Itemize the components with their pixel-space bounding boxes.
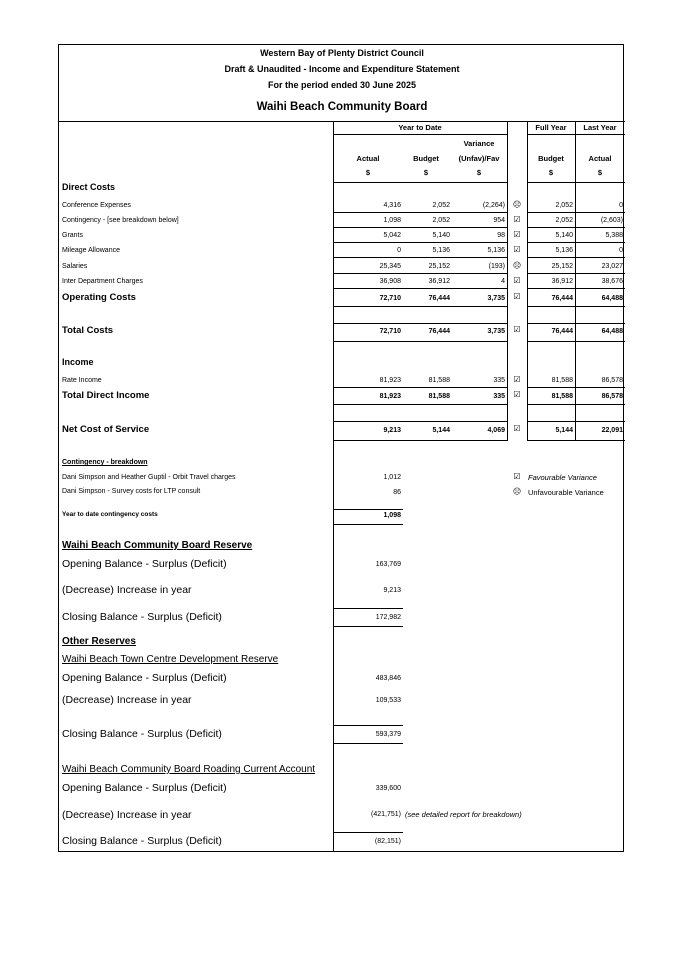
budget-value: 81,588	[428, 377, 450, 384]
period-label: For the period ended 30 June 2025	[267, 80, 417, 90]
total-costs-label: Total Costs	[62, 325, 114, 336]
fy-budget-currency: $	[548, 168, 554, 177]
budget-value: 36,912	[428, 278, 450, 285]
ly-actual-value: 0	[619, 202, 623, 209]
variance-currency: $	[476, 168, 482, 177]
contingency-total-label: Year to date contingency costs	[62, 511, 158, 518]
fy-budget-value: 5,136	[555, 247, 573, 254]
variance-header: (Unfav)/Fav	[458, 154, 500, 163]
board-reserve-opening-label: Opening Balance - Surplus (Deficit)	[62, 558, 227, 570]
actual-header: Actual	[356, 154, 380, 163]
roading-change-label: (Decrease) Increase in year	[62, 809, 192, 821]
last-year-header: Last Year	[583, 123, 617, 132]
direct-costs-heading: Direct Costs	[62, 182, 116, 192]
fy-budget-value: 2,052	[555, 202, 573, 209]
row-label: Contingency - [see breakdown below]	[62, 217, 179, 224]
fy-budget-value: 2,052	[555, 217, 573, 224]
other-reserves-heading: Other Reserves	[62, 636, 136, 647]
ly-actual-value: 86,578	[601, 377, 623, 384]
legend-favourable-label: Favourable Variance	[528, 473, 597, 482]
fy-budget-value: 76,444	[551, 328, 573, 335]
variance-value: 5,136	[487, 247, 505, 254]
operating-costs-label: Operating Costs	[62, 292, 136, 303]
unfavourable-icon: ☹	[512, 200, 522, 209]
ly-actual-value: 38,676	[601, 278, 623, 285]
unfavourable-icon: ☹	[512, 261, 522, 270]
org-name: Western Bay of Plenty District Council	[260, 48, 424, 58]
variance-value: 98	[497, 232, 505, 239]
variance-header-top: Variance	[463, 139, 495, 148]
variance-value: (193)	[488, 263, 505, 270]
board-reserve-opening-value: 163,769	[375, 561, 401, 568]
variance-value: 3,735	[487, 328, 505, 335]
favourable-check-icon: ☑	[513, 390, 521, 399]
roading-closing-label: Closing Balance - Surplus (Deficit)	[62, 835, 222, 847]
contingency-item-value: 86	[393, 489, 401, 496]
actual-value: 9,213	[383, 427, 401, 434]
variance-value: 3,735	[487, 295, 505, 302]
roading-opening-value: 339,600	[375, 785, 401, 792]
contingency-item-label: Dani Simpson - Survey costs for LTP consult	[62, 488, 201, 495]
board-reserve-closing-value: 172,982	[375, 614, 401, 621]
row-label: Salaries	[62, 263, 88, 270]
board-reserve-change-value: 9,213	[383, 587, 401, 594]
contingency-item-value: 1,012	[383, 474, 401, 481]
fy-budget-value: 36,912	[551, 278, 573, 285]
full-year-header: Full Year	[535, 123, 567, 132]
fy-budget-header: Budget	[538, 154, 564, 163]
variance-value: 4,069	[487, 427, 505, 434]
contingency-total-value: 1,098	[383, 512, 401, 519]
favourable-check-icon: ☑	[513, 424, 521, 433]
row-label: Mileage Allowance	[62, 247, 120, 254]
favourable-check-icon: ☑	[513, 292, 521, 301]
ytd-group-header: Year to Date	[398, 123, 442, 132]
row-label: Grants	[62, 232, 84, 239]
ly-actual-value: (2,603)	[600, 217, 623, 224]
town-centre-reserve-heading: Waihi Beach Town Centre Development Reserve	[62, 654, 279, 665]
roading-change-value: (421,751)	[371, 811, 401, 818]
town-centre-opening-value: 483,846	[375, 675, 401, 682]
roading-change-note: (see detailed report for breakdown)	[405, 810, 522, 819]
ytd-right-divider	[507, 121, 508, 441]
actual-value: 5,042	[383, 232, 401, 239]
income-heading: Income	[62, 357, 94, 367]
contingency-item-label: Dani Simpson and Heather Guptil - Orbit Travel charges	[62, 474, 236, 481]
actual-value: 72,710	[379, 328, 401, 335]
total-direct-income-label: Total Direct Income	[62, 390, 150, 401]
town-centre-closing-value: 593,379	[375, 731, 401, 738]
roading-opening-label: Opening Balance - Surplus (Deficit)	[62, 782, 227, 794]
actual-value: 36,908	[379, 278, 401, 285]
ly-actual-header: Actual	[588, 154, 612, 163]
budget-value: 81,588	[428, 393, 450, 400]
legend-unfavourable-label: Unfavourable Variance	[528, 488, 604, 497]
variance-value: 954	[493, 217, 505, 224]
fy-budget-value: 76,444	[551, 295, 573, 302]
favourable-check-icon: ☑	[513, 230, 521, 239]
row-label: Rate Income	[62, 377, 102, 384]
actual-value: 1,098	[383, 217, 401, 224]
actual-value: 72,710	[379, 295, 401, 302]
town-centre-closing-label: Closing Balance - Surplus (Deficit)	[62, 728, 222, 740]
fy-group-rule	[527, 134, 625, 135]
actual-value: 81,923	[379, 393, 401, 400]
fy-budget-value: 5,140	[555, 232, 573, 239]
ly-actual-value: 64,488	[601, 295, 623, 302]
variance-value: 335	[493, 377, 505, 384]
ly-actual-value: 64,488	[601, 328, 623, 335]
board-reserve-heading: Waihi Beach Community Board Reserve	[62, 540, 253, 551]
ly-actual-value: 86,578	[601, 393, 623, 400]
board-reserve-closing-label: Closing Balance - Surplus (Deficit)	[62, 611, 222, 623]
unfavourable-icon: ☹	[512, 487, 522, 496]
fy-head-rule	[527, 182, 625, 183]
roading-account-heading: Waihi Beach Community Board Roading Current Account	[62, 764, 316, 775]
budget-currency: $	[423, 168, 429, 177]
board-title: Waihi Beach Community Board	[256, 101, 428, 113]
statement-table	[58, 44, 624, 852]
statement-title: Draft & Unaudited - Income and Expenditure Statement	[224, 64, 460, 74]
actual-value: 0	[397, 247, 401, 254]
favourable-check-icon: ☑	[513, 325, 521, 334]
town-centre-opening-label: Opening Balance - Surplus (Deficit)	[62, 672, 227, 684]
budget-value: 76,444	[428, 295, 450, 302]
ly-actual-value: 0	[619, 247, 623, 254]
budget-value: 25,152	[428, 263, 450, 270]
header-bottom-rule	[59, 121, 625, 122]
roading-closing-value: (82,151)	[374, 838, 401, 845]
actual-value: 81,923	[379, 377, 401, 384]
board-reserve-change-label: (Decrease) Increase in year	[62, 584, 192, 596]
town-centre-change-value: 109,533	[375, 697, 401, 704]
favourable-check-icon: ☑	[513, 472, 521, 481]
contingency-breakdown-heading: Contingency - breakdown	[62, 459, 148, 466]
variance-value: 4	[501, 278, 505, 285]
favourable-check-icon: ☑	[513, 245, 521, 254]
ly-actual-value: 22,091	[601, 427, 623, 434]
fy-budget-value: 81,588	[551, 393, 573, 400]
actual-currency: $	[365, 168, 371, 177]
favourable-check-icon: ☑	[513, 276, 521, 285]
budget-value: 5,144	[432, 427, 450, 434]
ly-actual-currency: $	[597, 168, 603, 177]
row-label: Conference Expenses	[62, 202, 131, 209]
town-centre-change-label: (Decrease) Increase in year	[62, 694, 192, 706]
budget-value: 5,140	[432, 232, 450, 239]
budget-value: 2,052	[432, 202, 450, 209]
budget-value: 5,136	[432, 247, 450, 254]
ytd-group-rule	[333, 134, 507, 135]
row-label: Inter Department Charges	[62, 278, 143, 285]
favourable-check-icon: ☑	[513, 375, 521, 384]
budget-header: Budget	[413, 154, 439, 163]
budget-value: 76,444	[428, 328, 450, 335]
ytd-head-rule	[333, 182, 507, 183]
budget-value: 2,052	[432, 217, 450, 224]
actual-value: 25,345	[379, 263, 401, 270]
variance-value: 335	[493, 393, 505, 400]
net-cost-label: Net Cost of Service	[62, 424, 150, 435]
ly-actual-value: 23,027	[601, 263, 623, 270]
fy-budget-value: 5,144	[555, 427, 573, 434]
variance-value: (2,264)	[482, 202, 505, 209]
fy-budget-value: 25,152	[551, 263, 573, 270]
fy-budget-value: 81,588	[551, 377, 573, 384]
ly-actual-value: 5,388	[605, 232, 623, 239]
actual-value: 4,316	[383, 202, 401, 209]
favourable-check-icon: ☑	[513, 215, 521, 224]
